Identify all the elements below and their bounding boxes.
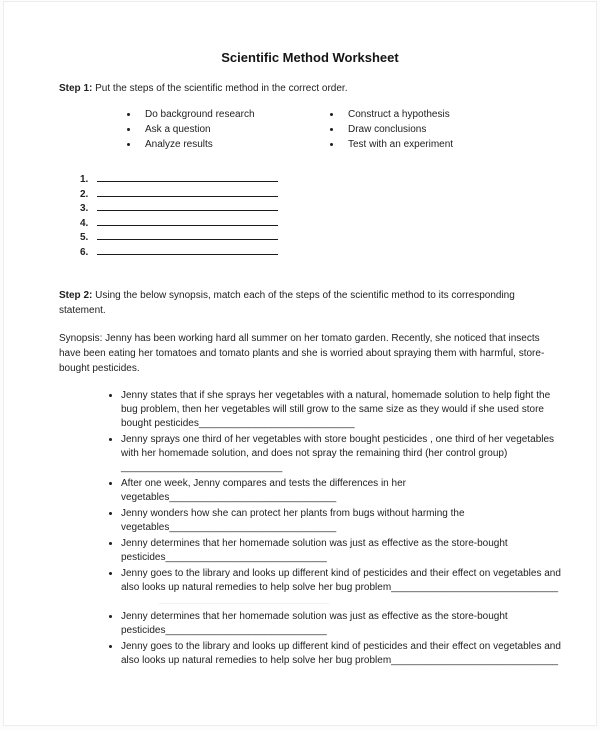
blank-line xyxy=(97,186,278,197)
synopsis-paragraph: Synopsis: Jenny has been working hard all summer on her tomato garden. Recently, she noticed that insects have been eating her tomatoes and tomato plants and she is worried about spraying them with harmful, store-bought pesticides. xyxy=(59,333,545,374)
step1-heading xyxy=(59,81,546,96)
blank-line xyxy=(97,200,278,211)
option-item: • Test with an experiment xyxy=(342,137,527,152)
blank-line xyxy=(97,244,278,255)
statement-item: • Jenny goes to the library and looks up different kind of pesticides and their effect on vegetables and also looks up natural remedies to help solve her bug problem______________________________ xyxy=(121,640,564,668)
step2-instruction: Using the below synopsis, match each of the steps of the scientific method to its corresponding statement. xyxy=(59,290,515,316)
worksheet-page xyxy=(3,1,597,726)
step1-label: Step 1: xyxy=(59,83,93,94)
blank-line xyxy=(97,171,278,182)
page-title: Scientific Method Worksheet xyxy=(221,50,399,65)
blank-number: 4. xyxy=(80,217,89,229)
blank-number: 6. xyxy=(80,246,89,258)
blank-number: 5. xyxy=(80,232,89,243)
step1-instruction: Put the steps of the scientific method in the correct order. xyxy=(92,83,348,94)
step1-options-right xyxy=(324,107,527,152)
answer-blank-row xyxy=(80,244,561,259)
statement-item: • Jenny sprays one third of her vegetables with store bought pesticides , one third of her vegetables with her homemade solution, and does not spray the remaining third (her control group) _____________________________ xyxy=(121,433,564,475)
step2-heading xyxy=(59,288,546,318)
answer-blank-row xyxy=(80,200,561,215)
statement-item: • Jenny goes to the library and looks up different kind of pesticides and their effect on vegetables and also looks up natural remedies to help solve her bug problem______________________________ xyxy=(121,567,564,595)
option-item: • Do background research xyxy=(139,107,324,122)
statement-item: • After one week, Jenny compares and tests the differences in her vegetables______________________________ xyxy=(121,477,564,505)
blank-number: 1. xyxy=(80,174,89,185)
option-item: • Analyze results xyxy=(139,137,324,152)
step2-statements-repeated xyxy=(59,610,564,668)
answer-blank-row xyxy=(80,186,561,201)
option-item: • Ask a question xyxy=(139,122,324,137)
statement-item: • Jenny states that if she sprays her vegetables with a natural, homemade solution to help fight the bug problem, then her vegetables will still grow to the same size as they would if she used store bought pesticides____________________________ xyxy=(121,389,564,431)
step1-options-left xyxy=(121,107,324,152)
statement-item: • Jenny determines that her homemade solution was just as effective as the store-bought pesticides_____________________________ xyxy=(121,537,564,565)
answer-blank-row xyxy=(80,171,561,186)
answer-blank-row xyxy=(80,229,561,244)
option-item: • Draw conclusions xyxy=(342,122,527,137)
blank-number: 2. xyxy=(80,188,89,200)
statement-item: • Jenny wonders how she can protect her plants from bugs without harming the vegetables______________________________ xyxy=(121,507,564,535)
option-item: • Construct a hypothesis xyxy=(342,107,527,122)
step1-answer-blanks xyxy=(80,171,561,258)
step2-label: Step 2: xyxy=(59,290,93,301)
step1-options xyxy=(121,107,561,152)
blank-line xyxy=(97,215,278,226)
statement-item: • Jenny determines that her homemade solution was just as effective as the store-bought pesticides_____________________________ xyxy=(121,610,564,638)
answer-blank-row xyxy=(80,215,561,230)
step2-statements xyxy=(59,389,564,595)
blank-line xyxy=(97,229,278,240)
blank-number: 3. xyxy=(80,203,89,214)
faint-divider-line xyxy=(159,603,329,604)
